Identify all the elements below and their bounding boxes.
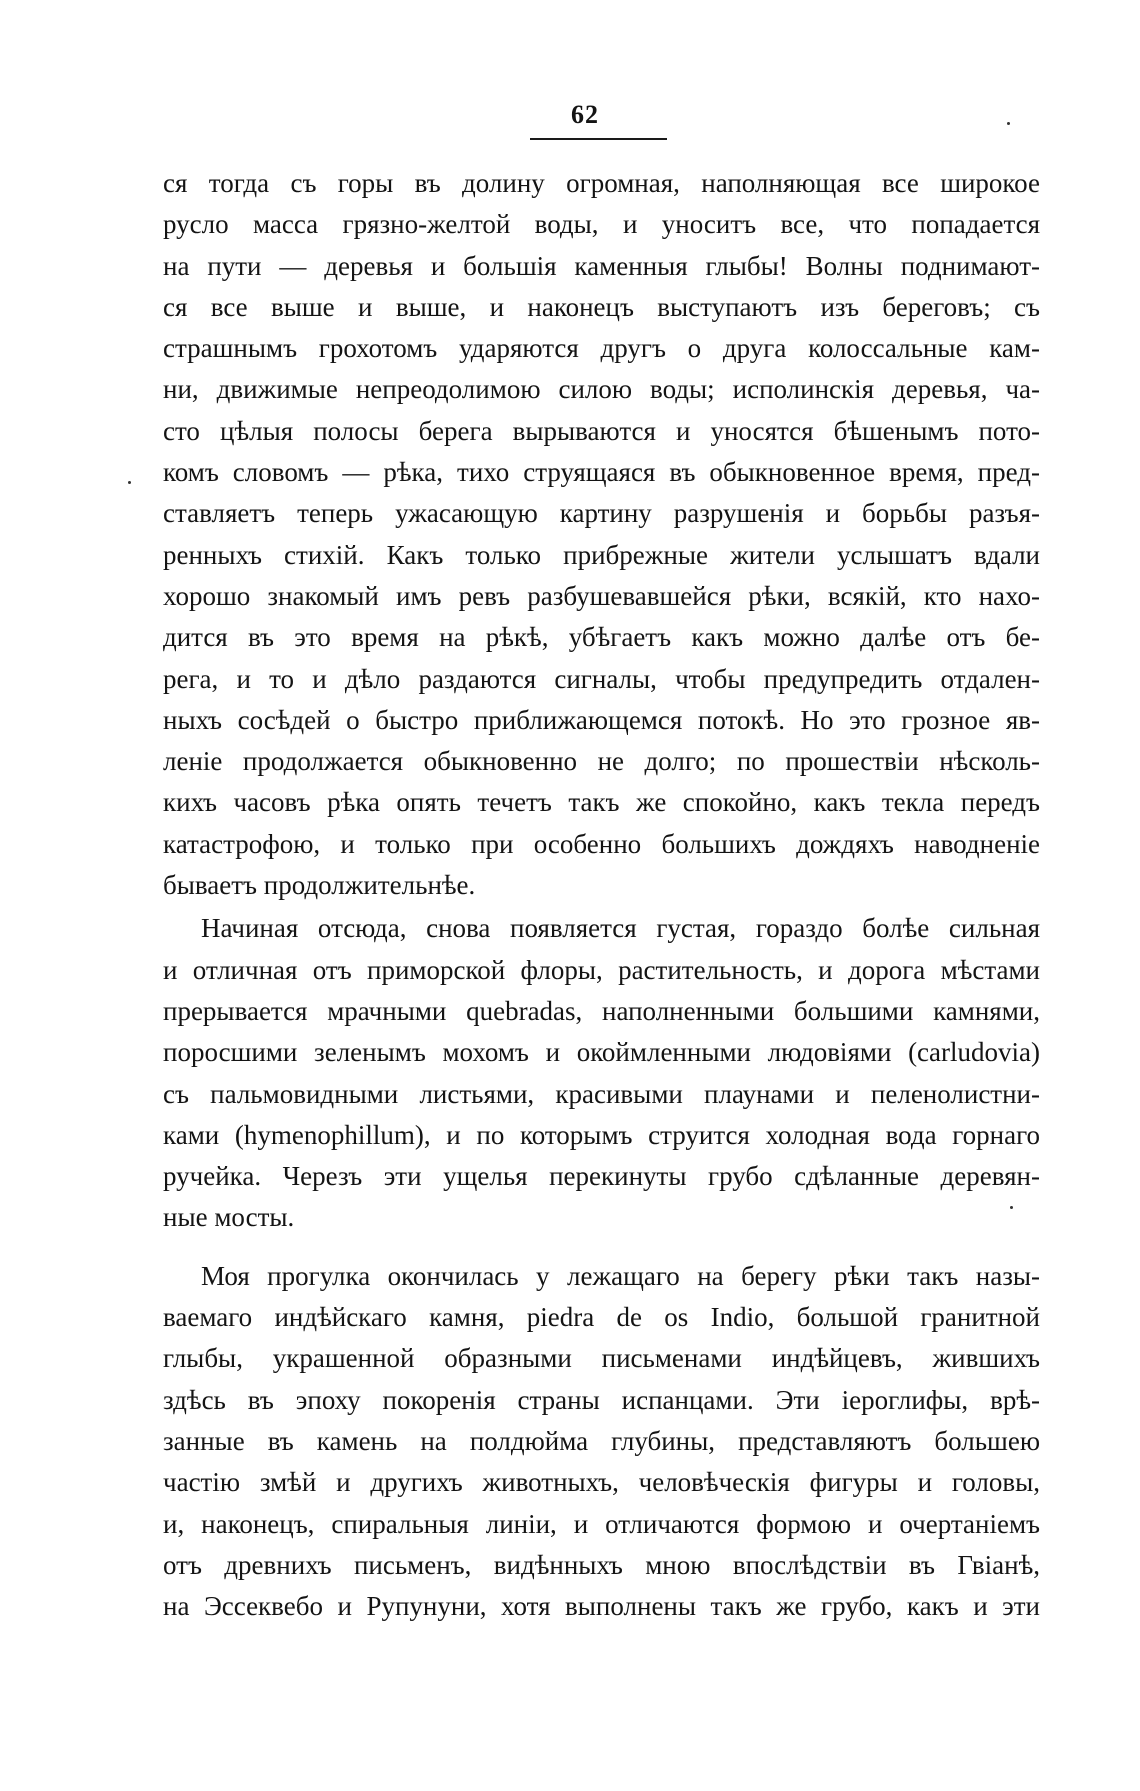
text-line: ные мосты. (163, 1202, 295, 1233)
paragraph-1 (163, 163, 1040, 906)
text-line: ни, движимые непреодолимою силою воды; исполинскія деревья, ча- (163, 374, 1040, 405)
text-line: занные въ камень на полдюйма глубины, представляютъ большею (163, 1425, 1040, 1456)
text-line: дится въ это время на рѣкѣ, убѣгаетъ какъ можно далѣе отъ бе- (163, 622, 1040, 653)
scan-speck (1007, 122, 1010, 125)
text-line: леніе продолжается обыкновенно не долго; по прошествіи нѣсколь- (163, 746, 1040, 777)
text-line: ваемаго индѣйскаго камня, piedra de os Indio, большой гранитной (163, 1302, 1040, 1333)
text-line: кихъ часовъ рѣка опять течетъ такъ же спокойно, какъ текла передъ (163, 787, 1040, 818)
text-line: бываетъ продолжительнѣе. (163, 870, 476, 901)
text-line: и отличная отъ приморской флоры, растительность, и дорога мѣстами (163, 954, 1040, 985)
text-line: отъ древнихъ письменъ, видѣнныхъ мною впослѣдствіи въ Гвіанѣ, (163, 1549, 1040, 1580)
text-line: ками (hymenophillum), и по которымъ струится холодная вода горнаго (163, 1119, 1040, 1150)
text-line: Моя прогулка окончилась у лежащаго на берегу рѣки такъ назы- (201, 1260, 1040, 1291)
text-line: прерывается мрачными quebradas, наполненными большими камнями, (163, 995, 1040, 1026)
text-line: глыбы, украшенной образными письменами индѣйцевъ, жившихъ (163, 1343, 1040, 1374)
text-line: поросшими зеленымъ мохомъ и окоймленными людовіями (carludovia) (163, 1037, 1040, 1068)
text-line: сто цѣлыя полосы берега вырываются и уносятся бѣшенымъ пото- (163, 415, 1040, 446)
text-line: катастрофою, и только при особенно большихъ дождяхъ наводненіе (163, 828, 1040, 859)
text-line: ся тогда съ горы въ долину огромная, наполняющая все широкое (163, 168, 1040, 198)
text-line: рега, и то и дѣло раздаются сигналы, чтобы предупредить отдален- (163, 663, 1040, 694)
scan-speck (128, 481, 131, 484)
text-line: русло масса грязно-желтой воды, и уноситъ все, что попадается (163, 209, 1040, 240)
paragraph-3 (163, 1256, 1040, 1628)
text-line: на пути — деревья и большія каменныя глыбы! Волны поднимают- (163, 250, 1040, 281)
text-line: комъ словомъ — рѣка, тихо струящаяся въ обыкновенное время, пред- (163, 457, 1040, 488)
text-line: съ пальмовидными листьями, красивыми плаунами и пеленолистни- (163, 1078, 1040, 1109)
text-line: ручейка. Черезъ эти ущелья перекинуты грубо сдѣланные деревян- (163, 1161, 1040, 1192)
text-line: частію змѣй и другихъ животныхъ, человѣческія фигуры и головы, (163, 1467, 1040, 1498)
text-line: Начиная отсюда, снова появляется густая, гораздо болѣе сильная (201, 913, 1040, 944)
text-line: страшнымъ грохотомъ ударяются другъ о друга колоссальные кам- (163, 333, 1040, 364)
text-line: здѣсь въ эпоху покоренія страны испанцами. Эти іероглифы, врѣ- (163, 1384, 1040, 1415)
text-line: на Эссеквебо и Рупунуни, хотя выполнены такъ же грубо, какъ и эти (163, 1591, 1040, 1622)
text-line: и, наконецъ, спиральныя линіи, и отличаются формою и очертаніемъ (163, 1508, 1040, 1539)
text-line: ренныхъ стихій. Какъ только прибрежные жители услышатъ вдали (163, 539, 1040, 570)
text-line: ставляетъ теперь ужасающую картину разрушенія и борьбы разъя- (163, 498, 1040, 529)
page-number: 62 (571, 100, 599, 129)
paragraph-2 (163, 908, 1040, 1238)
body-text (163, 163, 1040, 1627)
text-line: ся все выше и выше, и наконецъ выступаютъ изъ береговъ; съ (163, 291, 1040, 322)
text-line: хорошо знакомый имъ ревъ разбушевавшейся рѣки, всякій, кто нахо- (163, 580, 1040, 611)
page-number-rule (530, 138, 667, 140)
text-line: ныхъ сосѣдей о быстро приближающемся потокѣ. Но это грозное яв- (163, 704, 1040, 735)
